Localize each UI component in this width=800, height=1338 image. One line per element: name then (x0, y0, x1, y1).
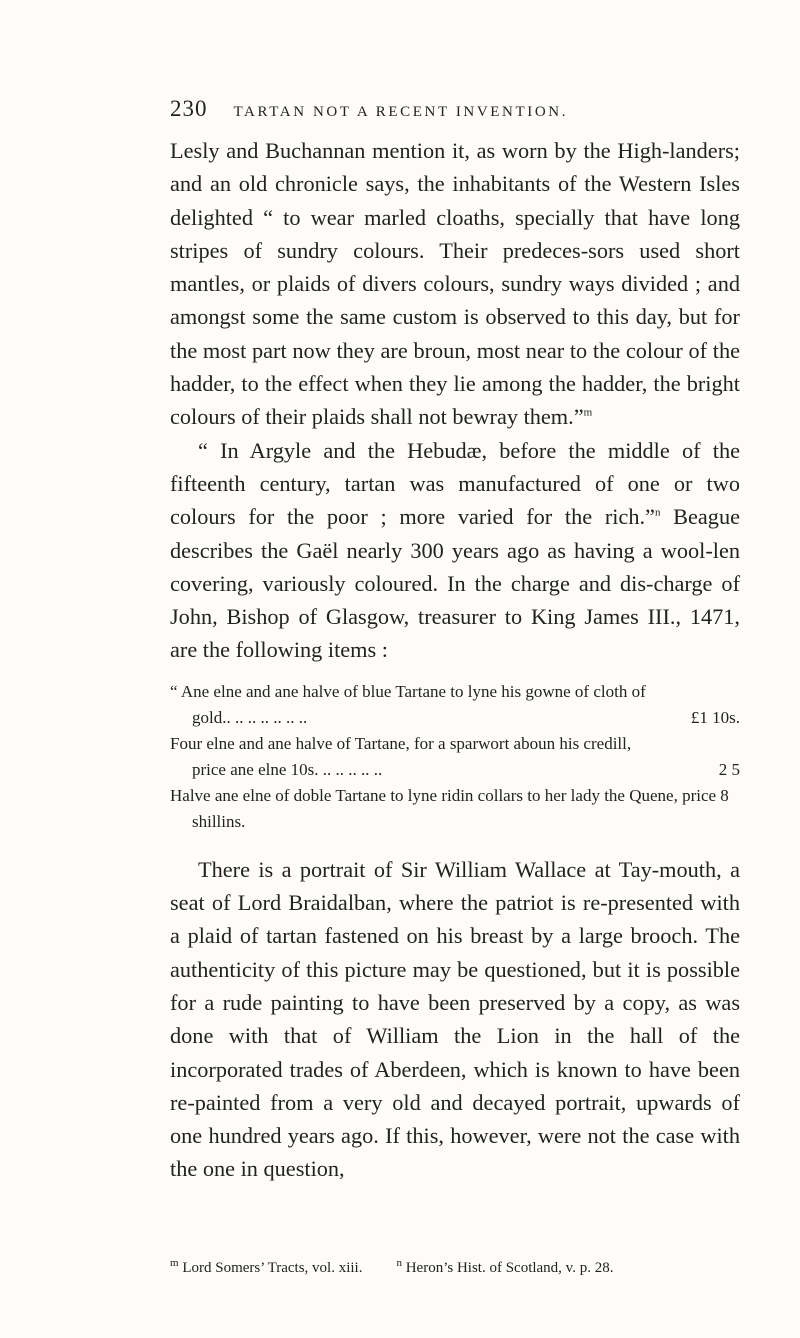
footnote-n-text: Heron’s Hist. of Scotland, v. p. 28. (401, 1260, 614, 1276)
footnote-m (170, 1257, 363, 1277)
footnote-n-mark: n (396, 1257, 402, 1269)
quote-item-2-text: Four elne and ane halve of Tartane, for a sparwort aboun his credill, price ane elne 10s. .. .. .. .. .. (170, 733, 632, 779)
paragraph-2-text-a: “ In Argyle and the Hebudæ, before the middle of the fifteenth century, tartan was manufactured of one or two colours for the poor ; more varied for the rich.” (170, 437, 740, 530)
footnote-ref-m: m (583, 406, 593, 419)
footnote-m-mark: m (170, 1257, 179, 1269)
quote-item-3: Halve ane elne of doble Tartane to lyne ridin collars to her lady the Quene, price 8 shillins. (170, 785, 729, 831)
paragraph-2-text-b: Beague describes the Gaël nearly 300 years ago as having a wool-len covering, variously coloured. In the charge and dis-charge of John, Bishop of Glasgow, treasurer to King James III., 1471, are the following items : (170, 504, 740, 663)
paragraph-1 (170, 134, 740, 434)
quote-item-2-amount: 2 5 (718, 759, 740, 779)
quote-item-1-text: “ Ane elne and ane halve of blue Tartane to lyne his gowne of cloth of gold.. .. .. .. .. .. .. (170, 681, 646, 727)
page-header (170, 96, 740, 122)
quote-item-2 (170, 731, 740, 783)
paragraph-3: There is a portrait of Sir William Wallace at Tay-mouth, a seat of Lord Braidalban, where the patriot is re-presented with a plaid of tartan fastened on his breast by a large brooch. The authenticity of this picture may be questioned, but it is possible for a rude painting to have been preserved by a copy, as was done with that of William the Lion in the hall of the incorporated trades of Aberdeen, which is known to have been re-painted from a very old and decayed portrait, upwards of one hundred years ago. If this, however, were not the case with the one in question, (170, 856, 740, 1182)
page-number: 230 (170, 96, 208, 121)
paragraph-1-text: Lesly and Buchannan mention it, as worn by the High-landers; and an old chronicle says, the inhabitants of the Western Isles delighted “ to wear marled cloaths, specially that have long stripes of sundry colours. Their predeces-sors used short mantles, or plaids of divers colours, sundry ways divided ; and amongst some the same custom is observed to this day, but for the most part now they are broun, most near to the colour of the hadder, to the effect when they lie among the hadder, the bright colours of their plaids shall not bewray them.” (170, 138, 740, 430)
body-text (170, 134, 740, 1186)
paragraph-2 (170, 434, 740, 667)
quote-item-1 (170, 679, 740, 731)
running-title: TARTAN NOT A RECENT INVENTION. (233, 104, 569, 120)
footnote-ref-n: n (654, 506, 661, 519)
footnote-n (396, 1257, 614, 1277)
block-quote (170, 679, 740, 835)
quote-item-1-amount: £1 10s. (690, 707, 740, 727)
footnotes (170, 1257, 750, 1277)
footnote-m-text: Lord Somers’ Tracts, vol. xiii. (178, 1260, 363, 1276)
